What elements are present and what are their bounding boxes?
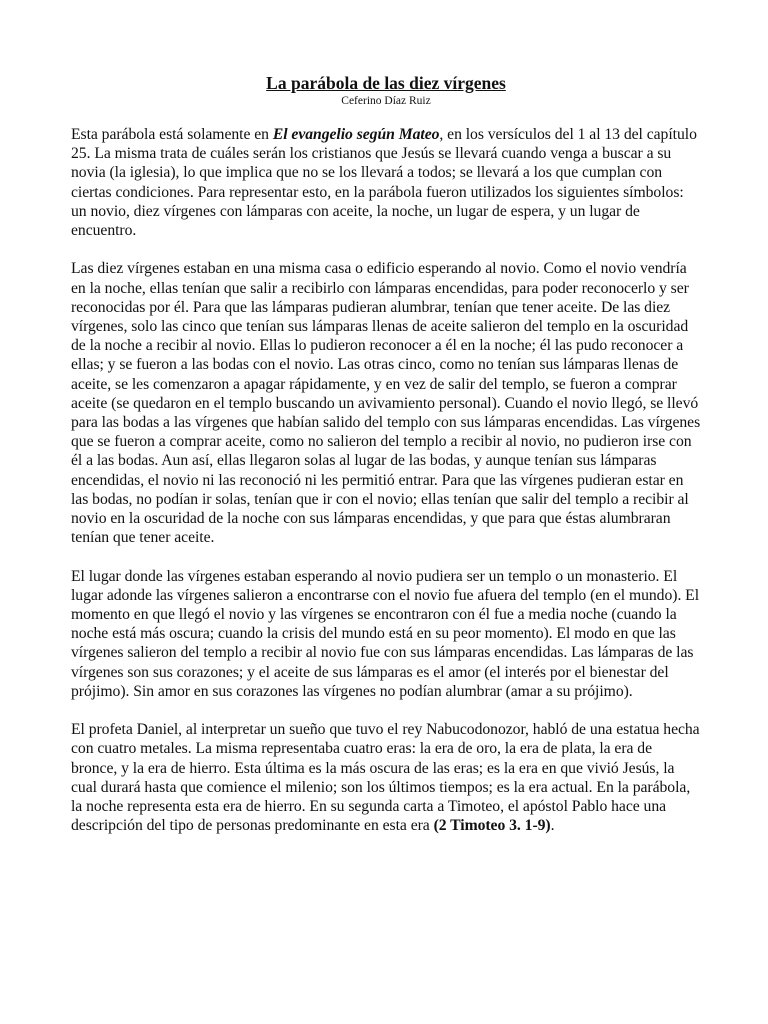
document-page [71,72,701,855]
paragraph-daniel-text: El profeta Daniel, al interpretar un sueño que tuvo el rey Nabucodonozor, habló de una estatua hecha con cuatro metales. La misma representaba cuatro eras: la era de oro, la era de plata, la era de bronce, y la era de hierro. Esta última es la más oscura de las eras; es la era en que vivió Jesús, la cual durará hasta que comience el milenio; son los últimos tiempos; es la era actual. En la parábola, la noche representa esta era de hierro. En su segunda carta a Timoteo, el apóstol Pablo hace una descripción del tipo de personas predominante en esta era [71,721,700,835]
paragraph-intro-text-end: , en los versículos del 1 al 13 del capítulo 25. La misma trata de cuáles serán los cristianos que Jesús se llevará cuando venga a buscar a su novia (la iglesia), lo que implica que no se los llevará a todos; se llevará a los que cumplan con ciertas condiciones. Para representar esto, en la parábola fueron utilizados los siguientes símbolos: un novio, diez vírgenes con lámparas con aceite, la noche, un lugar de espera, y un lugar de encuentro. [71,126,697,240]
paragraph-virgins: Las diez vírgenes estaban en una misma casa o edificio esperando al novio. Como el novio vendría en la noche, ellas tenían que salir a recibirlo con lámparas encendidas, para poder reconocerlo y ser reconocidas por él. Para que las lámparas pudieran alumbrar, tenían que tener aceite. De las diez vírgenes, solo las cinco que tenían sus lámparas llenas de aceite salieron del templo en la oscuridad de la noche a recibir al novio. Ellas lo pudieron reconocer a él en la noche; él las pudo reconocer a ellas; y se fueron a las bodas con el novio. Las otras cinco, como no tenían sus lámparas llenas de aceite, se les comenzaron a apagar rápidamente, y en vez de salir del templo, se fueron a comprar aceite (se quedaron en el templo buscando un avivamiento personal). Cuando el novio llegó, se llevó para las bodas a las vírgenes que habían salido del templo con sus lámparas encendidas. Las vírgenes que se fueron a comprar aceite, como no salieron del templo a recibir al novio, no pudieron irse con él a las bodas. Aun así, ellas llegaron solas al lugar de las bodas, y aunque tenían sus lámparas encendidas, el novio ni las reconoció ni les permitió entrar. Para que las vírgenes pudieran estar en las bodas, no podían ir solas, tenían que ir con el novio; ellas tenían que salir del templo a recibir al novio en la oscuridad de la noche con sus lámparas encendidas, y que para que éstas alumbraran tenían que tener aceite. [71,260,701,547]
paragraph-intro [71,125,701,240]
document-title: La parábola de las diez vírgenes [266,73,506,93]
paragraph-daniel [71,720,701,835]
paragraph-intro-text-start: Esta parábola está solamente en [71,126,273,143]
bible-reference: (2 Timoteo 3. 1-9) [433,817,551,835]
document-author: Ceferino Díaz Ruiz [341,95,431,107]
paragraph-place: El lugar donde las vírgenes estaban esperando al novio pudiera ser un templo o un monasterio. El lugar adonde las vírgenes salieron a encontrarse con el novio fue afuera del templo (en el mundo). El momento en que llegó el novio y las vírgenes se encontraron con él fue a media noche (cuando la noche está más oscura; cuando la crisis del mundo está en su peor momento). El modo en que las vírgenes salieron del templo a recibir al novio fue con sus lámparas encendidas. Las lámparas de las vírgenes son sus corazones; y el aceite de sus lámparas es el amor (el interés por el bienestar del prójimo). Sin amor en sus corazones las vírgenes no podían alumbrar (amar a su prójimo). [71,567,700,700]
gospel-title: El evangelio según Mateo [272,126,440,143]
paragraph-daniel-end: . [550,817,555,835]
